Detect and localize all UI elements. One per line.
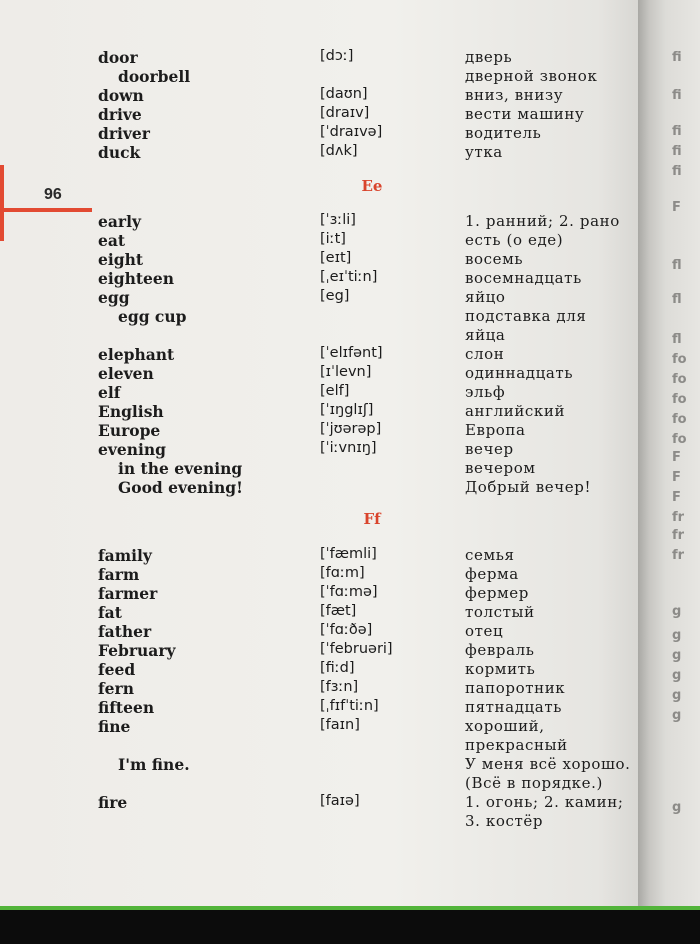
entry-word: elephant <box>98 345 175 364</box>
entry-word: elf <box>98 383 121 402</box>
dictionary-entry <box>0 86 650 105</box>
dictionary-entry <box>0 440 650 459</box>
entry-transcription: [ˈiːvnɪŋ] <box>320 440 377 456</box>
entry-translation: 1. ранний; 2. рано <box>465 212 620 230</box>
entry-word: door <box>98 48 138 67</box>
entry-translation: хороший, <box>465 717 545 735</box>
entry-translation: 3. костёр <box>465 812 544 830</box>
dictionary-entry <box>0 402 650 421</box>
entry-translation: слон <box>465 345 505 363</box>
dictionary-entry <box>0 250 650 269</box>
entry-word: February <box>98 641 176 660</box>
dictionary-entry <box>0 660 650 679</box>
bleed-letter: fi <box>672 50 682 65</box>
entry-translation: яйцо <box>465 288 506 306</box>
entry-word: eat <box>98 231 126 250</box>
bleed-letter: fl <box>672 258 682 273</box>
dictionary-entry <box>0 269 650 288</box>
bleed-letter: F <box>672 470 681 485</box>
sub-entry-word: doorbell <box>118 67 191 86</box>
entry-translation: 1. огонь; 2. камин; <box>465 793 624 811</box>
entry-translation: дверной звонок <box>465 67 598 85</box>
dictionary-entry <box>0 307 650 326</box>
entry-translation: вечер <box>465 440 514 458</box>
entry-translation: восемь <box>465 250 524 268</box>
bleed-letter: fo <box>672 412 687 427</box>
entry-word: fern <box>98 679 134 698</box>
bleed-letter: fl <box>672 292 682 307</box>
dictionary-entry <box>0 641 650 660</box>
entry-transcription: [ˌeɪˈtiːn] <box>320 269 378 285</box>
entry-translation: утка <box>465 143 503 161</box>
entry-translation: прекрасный <box>465 736 568 754</box>
entry-translation: одиннадцать <box>465 364 574 382</box>
entry-translation: вести машину <box>465 105 585 123</box>
entry-translation: английский <box>465 402 566 420</box>
entry-translation: кормить <box>465 660 536 678</box>
entry-transcription: [dʌk] <box>320 143 358 159</box>
dictionary-entry <box>0 326 650 345</box>
entry-word: down <box>98 86 144 105</box>
entry-transcription: [fiːd] <box>320 660 355 676</box>
entry-word: fifteen <box>98 698 155 717</box>
entry-transcription: [ˈfebruəri] <box>320 641 393 657</box>
bleed-letter: fo <box>672 372 687 387</box>
dictionary-entry <box>0 698 650 717</box>
bleed-letter: g <box>672 648 682 663</box>
entry-transcription: [elf] <box>320 383 350 399</box>
entry-word: father <box>98 622 152 641</box>
sub-entry-word: in the evening <box>118 459 243 478</box>
entry-translation: есть (о еде) <box>465 231 564 249</box>
dictionary-entry <box>0 774 650 793</box>
dictionary-entry <box>0 383 650 402</box>
entry-translation: толстый <box>465 603 535 621</box>
bleed-letter: fr <box>672 510 685 525</box>
dictionary-entry <box>0 622 650 641</box>
section-letter: Ee <box>361 177 383 195</box>
entry-transcription: [fɜːn] <box>320 679 359 695</box>
dictionary-entry <box>0 546 650 565</box>
entry-word: eleven <box>98 364 154 383</box>
entry-transcription: [ˌfɪfˈtiːn] <box>320 698 379 714</box>
entry-translation: февраль <box>465 641 535 659</box>
bleed-letter: g <box>672 604 682 619</box>
entry-word: drive <box>98 105 142 124</box>
entry-translation: пятнадцать <box>465 698 562 716</box>
entry-transcription: [eg] <box>320 288 350 304</box>
entry-translation: семья <box>465 546 515 564</box>
sub-entry-word: Good evening! <box>118 478 243 497</box>
entry-translation: отец <box>465 622 504 640</box>
bleed-letter: fr <box>672 548 685 563</box>
entry-translation: эльф <box>465 383 506 401</box>
dictionary-entry <box>0 679 650 698</box>
entry-transcription: [daʊn] <box>320 86 368 102</box>
entry-word: fire <box>98 793 128 812</box>
entry-transcription: [draɪv] <box>320 105 370 121</box>
bleed-letter: F <box>672 490 681 505</box>
bleed-letter: g <box>672 800 682 815</box>
entry-transcription: [ˈfɑːmə] <box>320 584 378 600</box>
dictionary-entry <box>0 212 650 231</box>
entry-transcription: [ˈɪŋglɪʃ] <box>320 402 374 418</box>
entry-translation: папоротник <box>465 679 566 697</box>
entry-word: fat <box>98 603 122 622</box>
entry-transcription: [ɪˈlevn] <box>320 364 372 380</box>
dictionary-entry <box>0 345 650 364</box>
dictionary-entry <box>0 421 650 440</box>
entry-translation: дверь <box>465 48 513 66</box>
bleed-letter: fo <box>672 352 687 367</box>
entry-transcription: [ˈelɪfənt] <box>320 345 383 361</box>
dictionary-entry <box>0 105 650 124</box>
bleed-letter: F <box>672 450 681 465</box>
entry-translation: яйца <box>465 326 506 344</box>
page-number: 96 <box>44 186 62 203</box>
entry-translation: фермер <box>465 584 529 602</box>
dictionary-entry <box>0 67 650 86</box>
bleed-letter: g <box>672 688 682 703</box>
sub-entry-word: I'm fine. <box>118 755 190 774</box>
dictionary-entry <box>0 717 650 736</box>
entry-word: fine <box>98 717 131 736</box>
dictionary-entry <box>0 793 650 812</box>
entry-word: English <box>98 402 164 421</box>
entry-translation: Европа <box>465 421 526 439</box>
entry-word: Europe <box>98 421 161 440</box>
dictionary-entry <box>0 584 650 603</box>
entry-translation: Добрый вечер! <box>465 478 592 496</box>
entry-word: egg <box>98 288 130 307</box>
entry-transcription: [faɪn] <box>320 717 360 733</box>
entry-word: driver <box>98 124 150 143</box>
bleed-letter: F <box>672 200 681 215</box>
dictionary-entry <box>0 459 650 478</box>
sub-entry-word: egg cup <box>118 307 187 326</box>
entry-word: family <box>98 546 152 565</box>
bleed-letter: g <box>672 628 682 643</box>
entry-transcription: [ˈfæmli] <box>320 546 377 562</box>
entry-transcription: [dɔː] <box>320 48 354 64</box>
bleed-letter: fi <box>672 164 682 179</box>
entry-transcription: [fæt] <box>320 603 357 619</box>
entry-transcription: [ˈɜːli] <box>320 212 356 228</box>
bleed-letter: fi <box>672 88 682 103</box>
bleed-letter: g <box>672 668 682 683</box>
dictionary-entry <box>0 48 650 67</box>
dictionary-entry <box>0 565 650 584</box>
dictionary-entry <box>0 124 650 143</box>
dictionary-entry <box>0 288 650 307</box>
bleed-letter: fl <box>672 332 682 347</box>
dictionary-entry <box>0 755 650 774</box>
entry-translation: вниз, внизу <box>465 86 564 104</box>
entry-translation: вечером <box>465 459 536 477</box>
entry-word: evening <box>98 440 166 459</box>
entry-translation: ферма <box>465 565 519 583</box>
entry-translation: подставка для <box>465 307 587 325</box>
entry-translation: водитель <box>465 124 542 142</box>
entry-transcription: [fɑːm] <box>320 565 365 581</box>
entry-translation: восемнадцать <box>465 269 582 287</box>
bleed-letter: g <box>672 708 682 723</box>
bleed-letter: fi <box>672 144 682 159</box>
entry-transcription: [ˈjʊərəp] <box>320 421 382 437</box>
entry-transcription: [eɪt] <box>320 250 352 266</box>
entry-transcription: [ˈdraɪvə] <box>320 124 383 140</box>
bleed-letter: fr <box>672 528 685 543</box>
entry-word: farm <box>98 565 140 584</box>
bleed-letter: fo <box>672 432 687 447</box>
entry-word: feed <box>98 660 136 679</box>
dictionary-entry <box>0 736 650 755</box>
entry-word: farmer <box>98 584 158 603</box>
bleed-letter: fo <box>672 392 687 407</box>
dictionary-entry <box>0 143 650 162</box>
dictionary-entry <box>0 231 650 250</box>
entry-word: early <box>98 212 141 231</box>
entry-transcription: [faɪə] <box>320 793 360 809</box>
section-letter: Ff <box>363 510 381 528</box>
entry-transcription: [iːt] <box>320 231 346 247</box>
scan-bottom-bar <box>0 910 700 944</box>
entry-transcription: [ˈfɑːðə] <box>320 622 373 638</box>
entry-word: eighteen <box>98 269 175 288</box>
entry-translation: (Всё в порядке.) <box>465 774 603 792</box>
dictionary-entry <box>0 603 650 622</box>
dictionary-entry <box>0 478 650 497</box>
entry-word: duck <box>98 143 141 162</box>
dictionary-entry <box>0 812 650 831</box>
entry-word: eight <box>98 250 144 269</box>
dictionary-entry <box>0 364 650 383</box>
bleed-letter: fi <box>672 124 682 139</box>
entry-translation: У меня всё хорошо. <box>465 755 631 773</box>
